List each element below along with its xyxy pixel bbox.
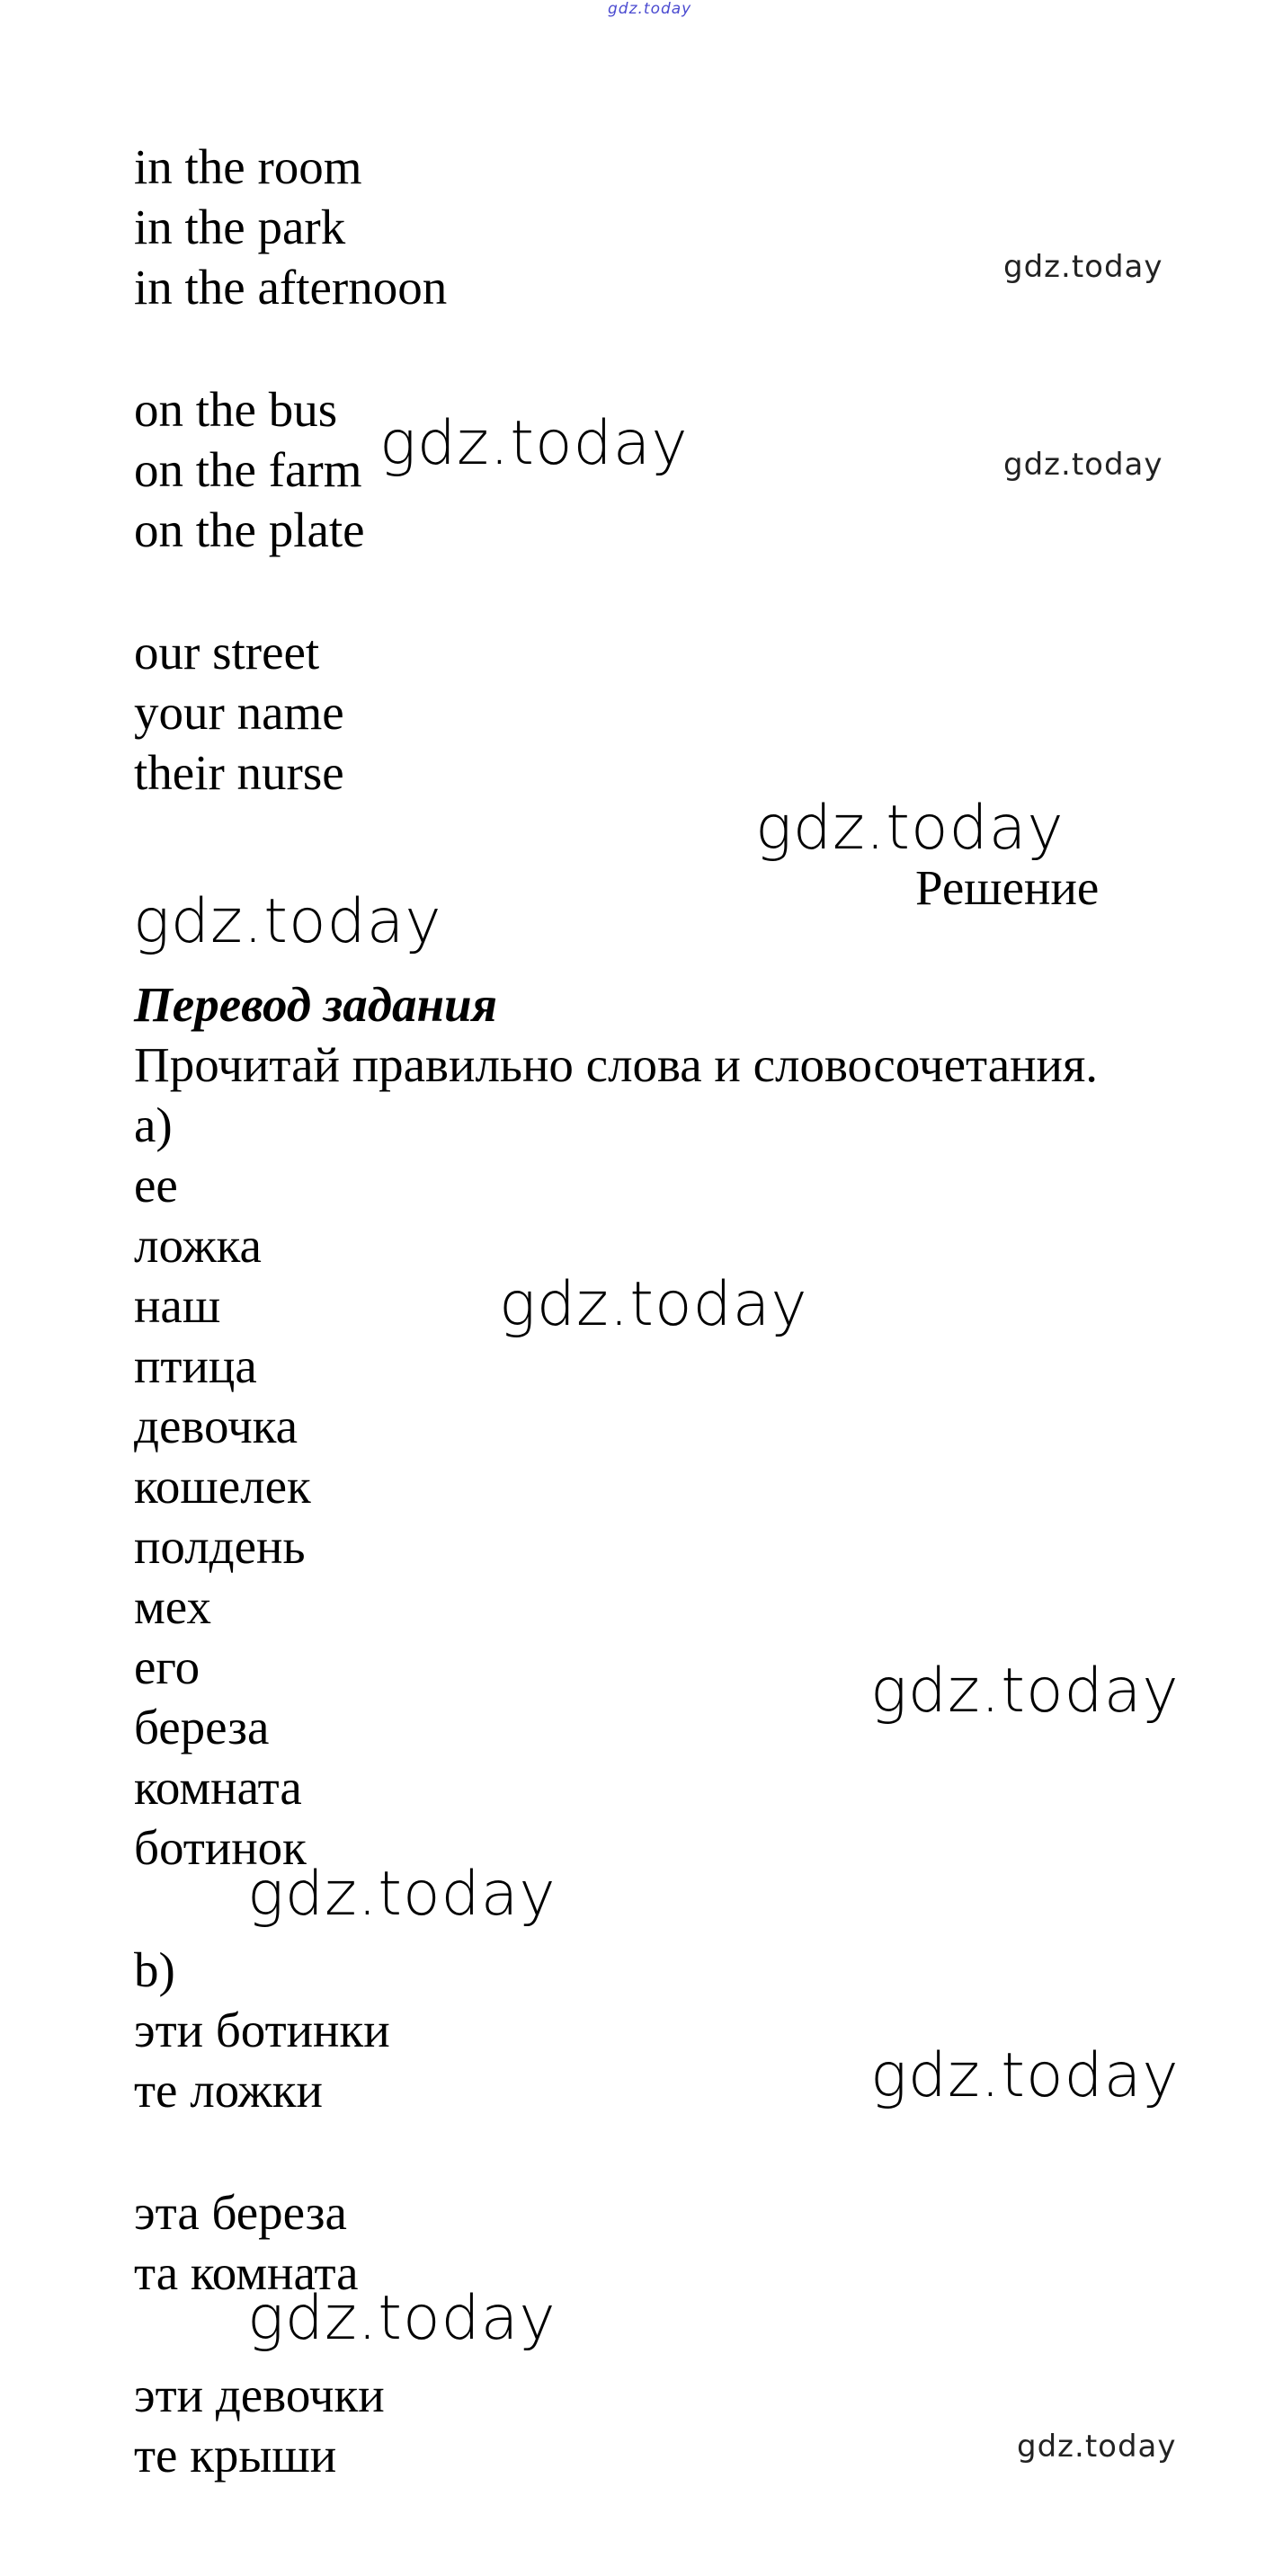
word-line: те ложки: [134, 2063, 323, 2118]
word-line: эти ботинки: [134, 2003, 390, 2057]
word-line: ботинок: [134, 1820, 307, 1875]
phrase-line: our street: [134, 625, 320, 680]
translation-instruction: Прочитай правильно слова и словосочетания.: [134, 1037, 1099, 1092]
word-line: береза: [134, 1700, 270, 1754]
phrase-line: your name: [134, 685, 344, 740]
word-line: эта береза: [134, 2185, 347, 2240]
word-line: птица: [134, 1338, 257, 1393]
word-line: ее: [134, 1158, 178, 1212]
word-line: та комната: [134, 2245, 359, 2300]
top-watermark: gdz.today: [608, 0, 692, 18]
phrase-line: on the bus: [134, 382, 338, 437]
watermark: gdz.today: [247, 1859, 557, 1930]
solution-label: Решение: [915, 860, 1100, 915]
word-line: наш: [134, 1278, 221, 1333]
phrase-line: their nurse: [134, 745, 344, 800]
watermark: gdz.today: [755, 793, 1065, 864]
watermark: gdz.today: [1017, 2429, 1177, 2465]
phrase-line: in the room: [134, 139, 362, 194]
word-line: девочка: [134, 1399, 298, 1453]
phrase-line: on the plate: [134, 502, 365, 557]
word-line: ложка: [134, 1218, 262, 1273]
phrase-line: in the afternoon: [134, 260, 448, 315]
translation-heading: Перевод задания: [134, 977, 497, 1032]
word-line: мех: [134, 1579, 211, 1634]
word-line: те крыши: [134, 2428, 337, 2483]
watermark: gdz.today: [1003, 249, 1163, 285]
word-line: эти девочки: [134, 2367, 385, 2422]
watermark: gdz.today: [1003, 447, 1163, 483]
word-line: комната: [134, 1760, 302, 1815]
watermark: gdz.today: [870, 2040, 1180, 2111]
part-b-label: b): [134, 1942, 175, 1997]
watermark: gdz.today: [133, 886, 442, 957]
phrase-line: in the park: [134, 200, 346, 254]
watermark: gdz.today: [870, 1656, 1180, 1727]
phrase-line: on the farm: [134, 442, 362, 497]
word-line: полдень: [134, 1519, 306, 1574]
watermark: gdz.today: [499, 1269, 808, 1340]
watermark: gdz.today: [379, 408, 689, 479]
word-line: кошелек: [134, 1459, 311, 1514]
watermark: gdz.today: [247, 2283, 557, 2354]
part-a-label: a): [134, 1097, 173, 1152]
word-line: его: [134, 1639, 200, 1694]
